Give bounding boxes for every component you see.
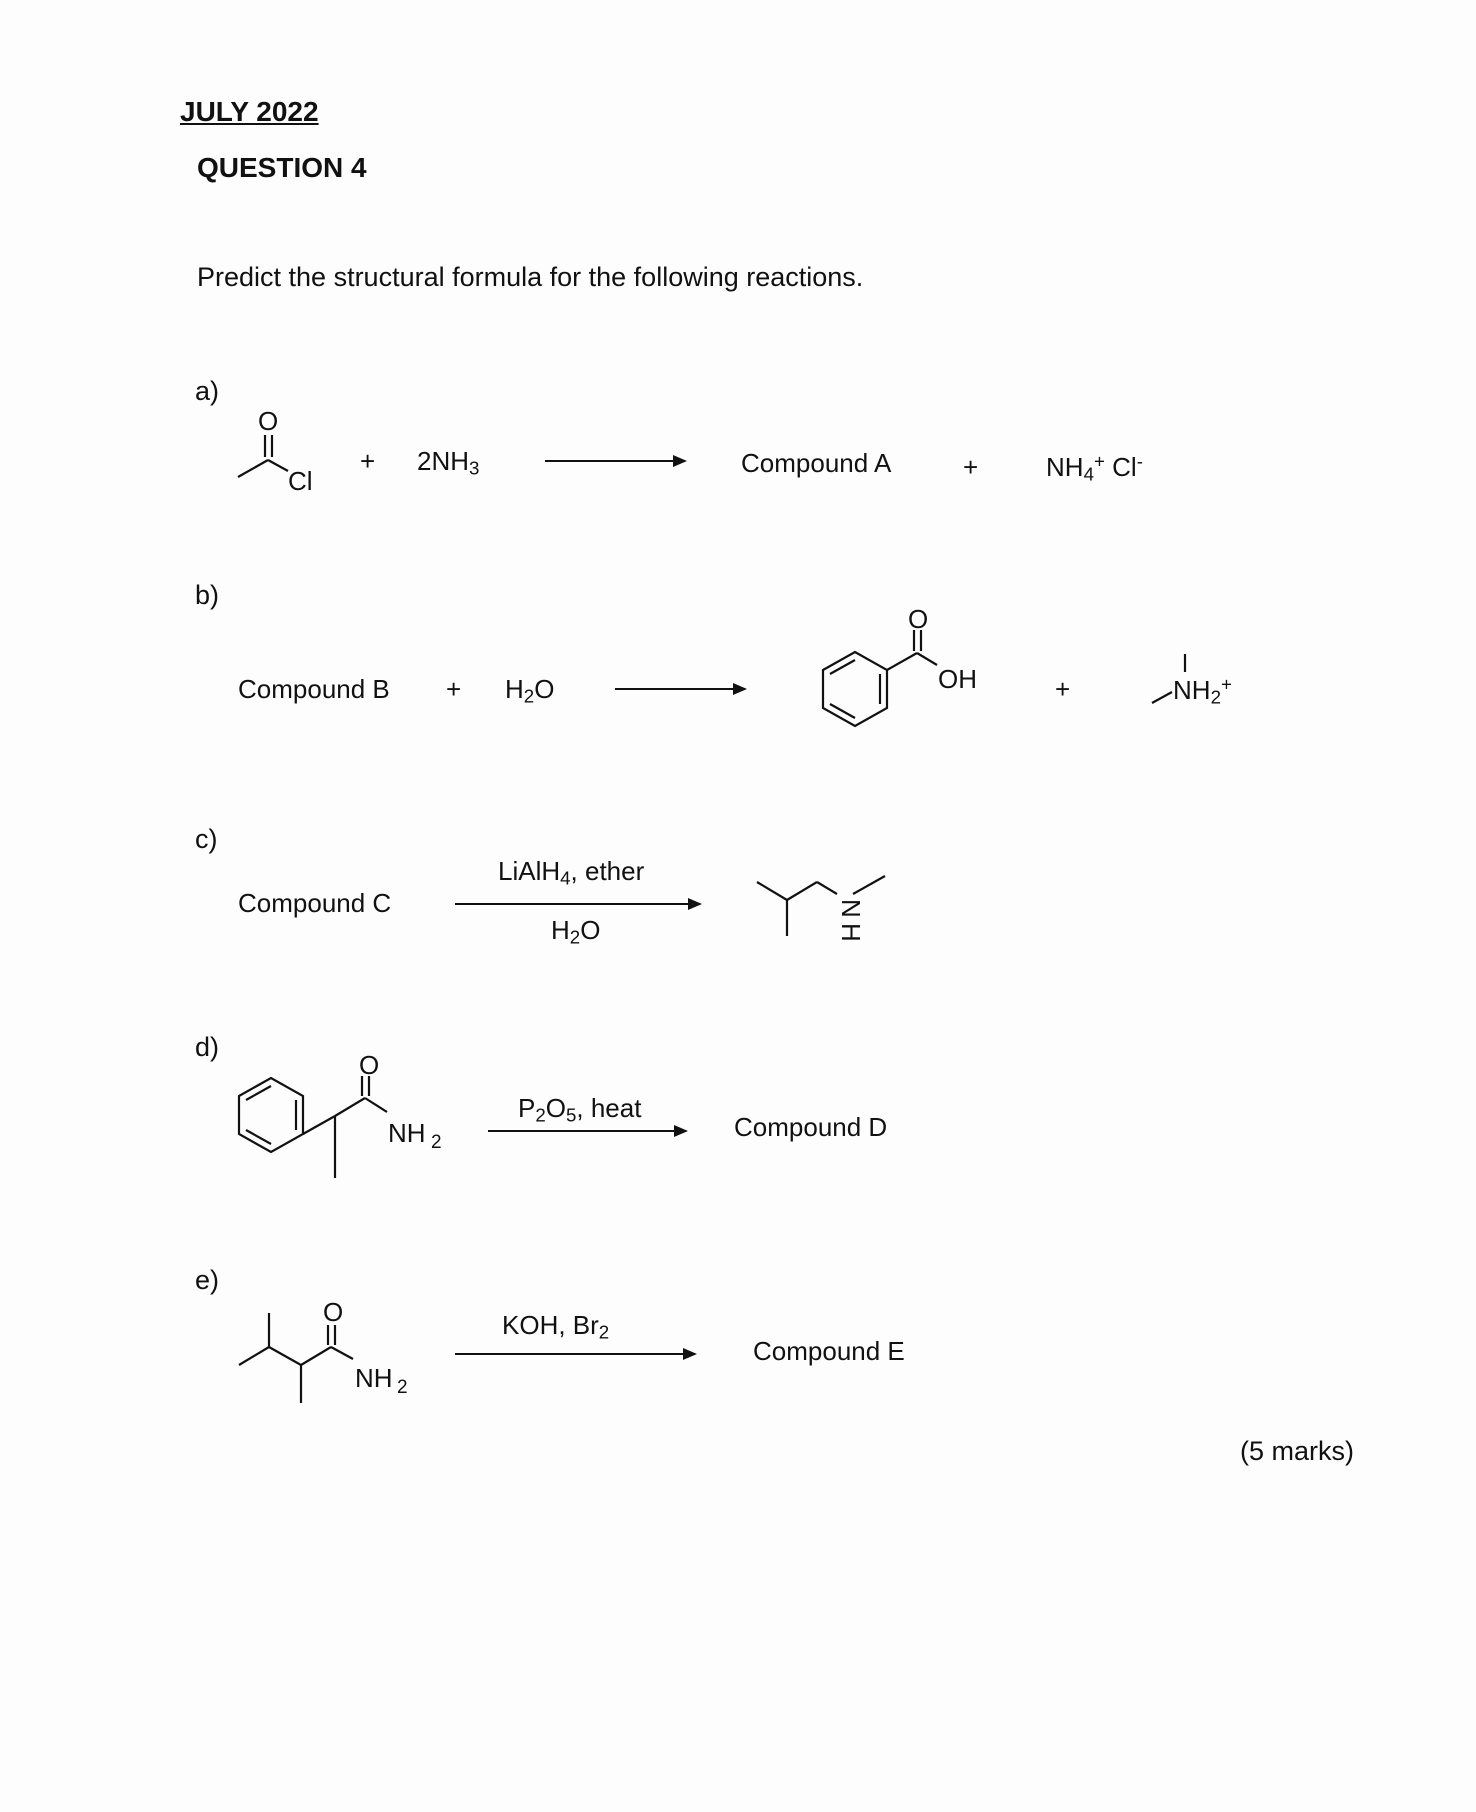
- instruction-text: Predict the structural formula for the following reactions.: [197, 262, 864, 292]
- plus-a1: +: [360, 446, 376, 476]
- amide-nh-d: NH: [388, 1118, 426, 1148]
- condition-below-c: [551, 915, 600, 946]
- label-e: e): [195, 1265, 220, 1295]
- ammonium-sub: 4: [1083, 463, 1094, 485]
- koh-br-sub: 2: [598, 1321, 610, 1343]
- koh-br-base: KOH, Br: [502, 1310, 599, 1340]
- secondary-amine-structure: [755, 870, 895, 945]
- exam-date: JULY 2022: [180, 96, 319, 127]
- water-c-h: H: [551, 915, 570, 945]
- label-c: c): [195, 824, 218, 854]
- reagent-ammonia-sub: 3: [469, 457, 480, 479]
- chlorine-atom: Cl: [288, 466, 313, 496]
- water-o: O: [534, 674, 555, 704]
- p2o5-sub2: 5: [565, 1104, 577, 1126]
- question-title: QUESTION 4: [197, 152, 367, 183]
- product-compound-e: Compound E: [753, 1336, 905, 1366]
- condition-above-d: [518, 1093, 641, 1124]
- chloride-anion: Cl: [1112, 452, 1137, 482]
- condition-above-e: [502, 1310, 609, 1341]
- reaction-arrow-a: [545, 460, 685, 462]
- plus-b2: +: [1055, 674, 1071, 704]
- reactant-compound-c: Compound C: [238, 888, 392, 918]
- acetyl-chloride-structure: [230, 405, 330, 495]
- plus-a2: +: [963, 452, 979, 482]
- phenylpropanamide-structure: [235, 1050, 455, 1190]
- amide-nh-e: NH: [355, 1363, 393, 1393]
- ammonium-charge: +: [1093, 450, 1105, 472]
- reagent-ammonia-base: 2NH: [417, 446, 470, 476]
- plus-b1: +: [446, 674, 462, 704]
- water-c-o: O: [580, 915, 601, 945]
- p2o5-o: O: [545, 1093, 566, 1123]
- benzoic-acid-structure: [815, 604, 985, 740]
- nh2-sub: 2: [1210, 686, 1221, 708]
- water-h: H: [505, 674, 524, 704]
- reaction-arrow-c: [455, 903, 700, 905]
- reactant-compound-b: Compound B: [238, 674, 390, 704]
- reagent-water-b: [505, 674, 554, 705]
- carbonyl-oxygen: O: [908, 604, 929, 634]
- byproduct-ammonium-chloride: [1046, 452, 1143, 483]
- p2o5-p: P: [518, 1093, 536, 1123]
- chloride-charge: -: [1136, 450, 1143, 472]
- hydroxyl-group: OH: [938, 664, 977, 694]
- reaction-arrow-b: [615, 688, 745, 690]
- p2o5-sub1: 2: [535, 1104, 546, 1126]
- water-sub: 2: [523, 685, 535, 707]
- water-c-sub: 2: [569, 926, 581, 948]
- nh2-base: NH: [1173, 675, 1211, 705]
- amide-nh-sub-e: 2: [397, 1377, 408, 1398]
- label-b: b): [195, 580, 220, 610]
- product-compound-a: Compound A: [741, 448, 892, 478]
- oxygen-atom: O: [258, 406, 279, 436]
- reagent-ammonia: [417, 446, 479, 477]
- p2o5-rest: , heat: [576, 1093, 642, 1123]
- reaction-arrow-e: [455, 1353, 695, 1355]
- condition-above-c: [498, 856, 644, 887]
- amide-oxygen-d: O: [359, 1050, 380, 1080]
- lialh-rest: , ether: [570, 856, 645, 886]
- dimethylbutanamide-structure: [235, 1293, 435, 1413]
- ammonium-base: NH: [1046, 452, 1084, 482]
- nh2-charge: +: [1220, 673, 1232, 695]
- nitrogen-atom: N: [836, 899, 866, 918]
- label-d: d): [195, 1032, 220, 1062]
- reaction-arrow-d: [488, 1130, 686, 1132]
- amide-nh-sub-d: 2: [431, 1132, 442, 1153]
- amide-oxygen-e: O: [323, 1297, 344, 1327]
- lialh-sub: 4: [560, 867, 571, 889]
- amine-hydrogen: H: [836, 923, 866, 942]
- lialh-base: LiAlH: [498, 856, 561, 886]
- marks-label: (5 marks): [1240, 1436, 1354, 1466]
- product-compound-d: Compound D: [734, 1112, 888, 1142]
- byproduct-ammonium-b: [1173, 675, 1232, 706]
- label-a: a): [195, 376, 220, 406]
